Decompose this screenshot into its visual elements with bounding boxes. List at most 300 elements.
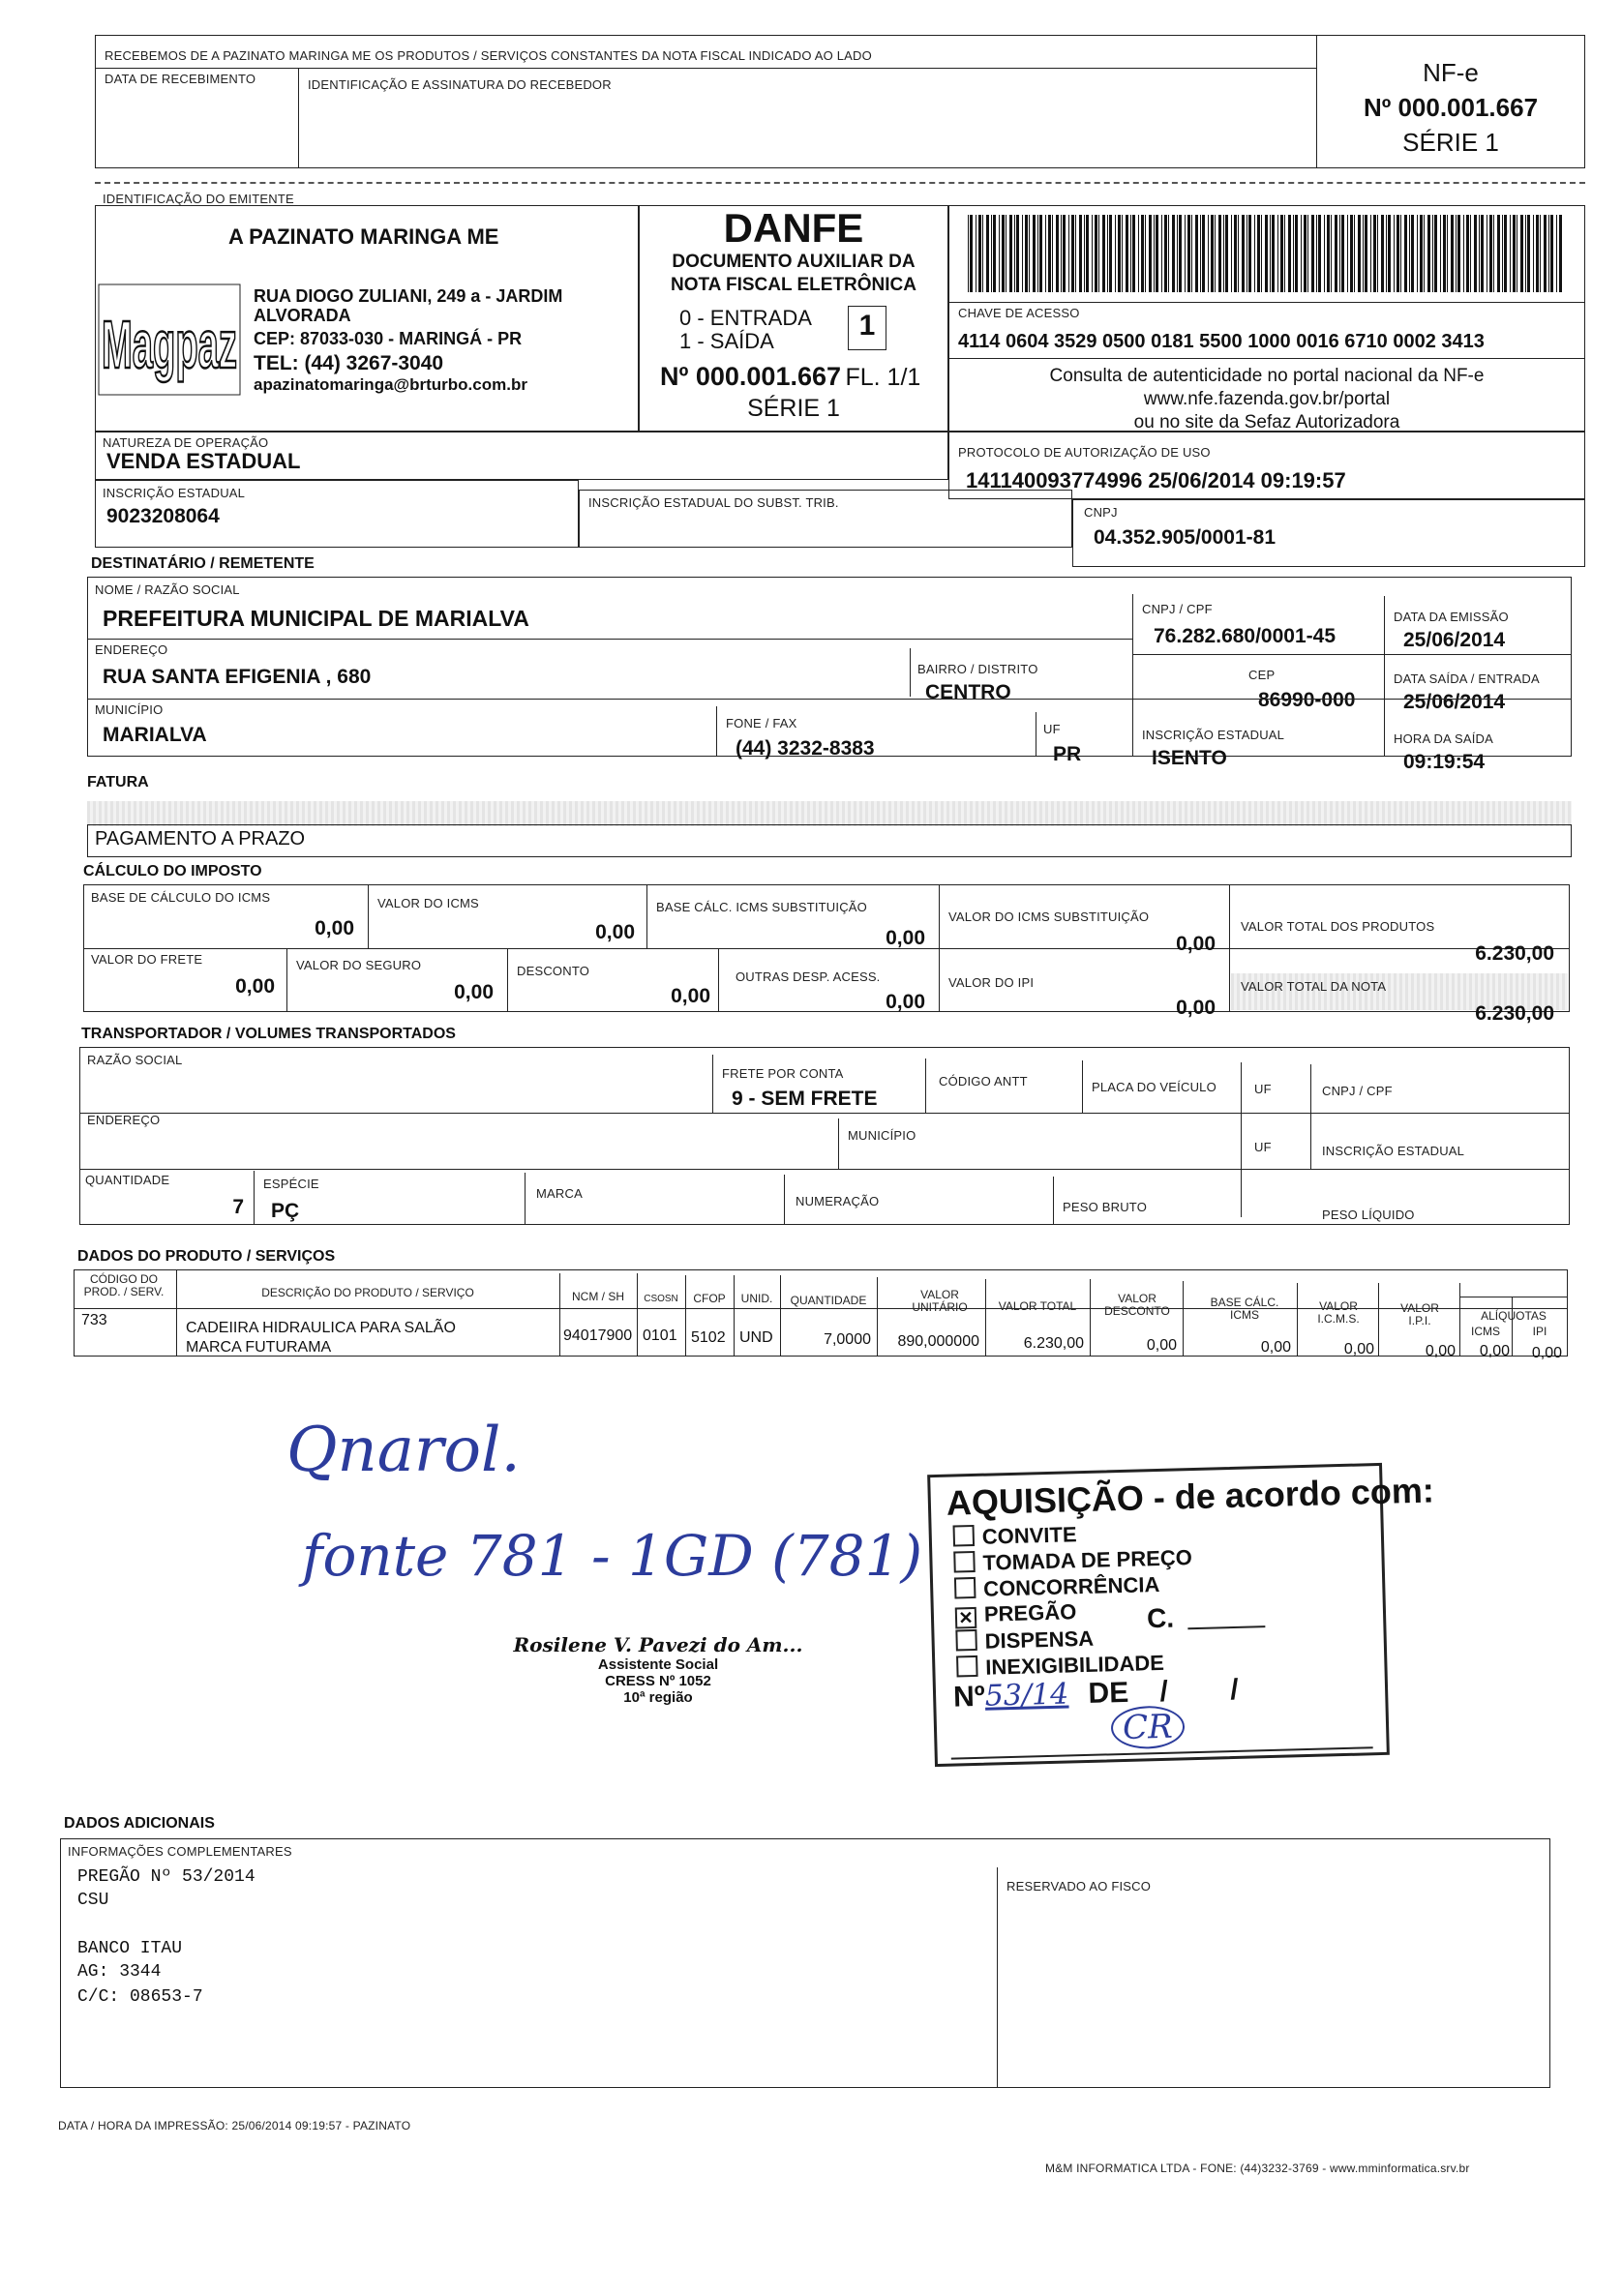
barcode-bar xyxy=(1208,215,1209,292)
dest-endereco-label: ENDEREÇO xyxy=(95,642,168,657)
danfe-saida: 1 - SAÍDA xyxy=(679,329,774,353)
barcode-bar xyxy=(1420,215,1423,292)
barcode-bar xyxy=(1248,215,1251,292)
dest-saida-label: DATA SAÍDA / ENTRADA xyxy=(1394,671,1540,686)
transporte-section: TRANSPORTADOR / VOLUMES TRANSPORTADOS xyxy=(81,1026,456,1042)
barcode-bar xyxy=(1130,215,1131,292)
nfe-label: NF-e xyxy=(1423,58,1479,87)
danfe-entrada: 0 - ENTRADA xyxy=(679,306,812,330)
total-produtos-label: VALOR TOTAL DOS PRODUTOS xyxy=(1241,919,1435,934)
barcode-bar xyxy=(1502,215,1503,292)
barcode-bar xyxy=(1037,215,1038,292)
outras: 0,00 xyxy=(886,991,925,1013)
stamp-option xyxy=(954,1572,1160,1602)
barcode-bar xyxy=(1363,215,1364,292)
barcode-bar xyxy=(1463,215,1464,292)
barcode-bar xyxy=(1280,215,1283,292)
handwritten-note-1: Qnarol. xyxy=(286,1415,521,1486)
barcode-bar xyxy=(1071,215,1074,292)
barcode-bar xyxy=(1177,215,1178,292)
barcode-bar xyxy=(1527,215,1530,292)
barcode-bar xyxy=(1457,215,1460,292)
barcode-bar xyxy=(1102,215,1105,292)
info-linha-2: CSU xyxy=(77,1891,109,1910)
stamp-c-line xyxy=(1187,1625,1265,1629)
th-descricao: DESCRIÇÃO DO PRODUTO / SERVIÇO xyxy=(261,1286,474,1299)
barcode-bar xyxy=(1288,215,1291,292)
frete: 0,00 xyxy=(235,975,275,998)
stamp-numero-prefix: Nº xyxy=(952,1680,986,1714)
barcode-bar xyxy=(1424,215,1425,292)
barcode-bar xyxy=(1079,215,1082,292)
barcode-bar xyxy=(1048,215,1051,292)
stamp-option-label: DISPENSA xyxy=(984,1625,1095,1654)
barcode-bar xyxy=(1373,215,1376,292)
barcode-bar xyxy=(1056,215,1059,292)
barcode-bar xyxy=(1347,215,1348,292)
barcode-bar xyxy=(1451,215,1454,292)
barcode-bar xyxy=(1341,215,1344,292)
barcode-bar xyxy=(1254,215,1255,292)
barcode-bar xyxy=(1318,215,1321,292)
cell-base-icms: 0,00 xyxy=(1260,1339,1291,1356)
barcode-bar xyxy=(1525,215,1526,292)
fatura-value: PAGAMENTO A PRAZO xyxy=(95,828,306,850)
base-icms-label: BASE DE CÁLCULO DO ICMS xyxy=(91,890,271,905)
transp-razao-label: RAZÃO SOCIAL xyxy=(87,1053,183,1067)
barcode-bar xyxy=(1331,215,1332,292)
barcode-bar xyxy=(1497,215,1500,292)
barcode-bar xyxy=(1234,215,1237,292)
chave-consulta-3: ou no site da Sefaz Autorizadora xyxy=(1133,412,1400,432)
barcode-bar xyxy=(1443,215,1446,292)
barcode-bar xyxy=(1039,215,1042,292)
natureza-value: VENDA ESTADUAL xyxy=(106,449,301,473)
barcode-bar xyxy=(1513,215,1516,292)
barcode-bar xyxy=(1014,215,1015,292)
barcode-bar xyxy=(1141,215,1144,292)
barcode-bar xyxy=(1225,215,1228,292)
svg-text:Magpaz: Magpaz xyxy=(102,307,237,382)
cell-valor-total: 6.230,00 xyxy=(1023,1335,1084,1352)
th-valor-icms: VALOR I.C.M.S. xyxy=(1317,1299,1360,1326)
barcode-bar xyxy=(1550,215,1553,292)
stamp-option xyxy=(953,1545,1192,1575)
danfe-subtitle-2: NOTA FISCAL ELETRÔNICA xyxy=(670,275,917,295)
desconto-label: DESCONTO xyxy=(517,964,590,978)
stamp-title: AQUISIÇÃO - de acordo com: xyxy=(946,1470,1435,1523)
barcode-bar xyxy=(1138,215,1139,292)
th-valor-desconto: VALOR DESCONTO xyxy=(1104,1292,1170,1318)
barcode-bar xyxy=(1016,215,1019,292)
aquisicao-stamp xyxy=(927,1463,1435,1767)
barcode-bar xyxy=(1316,215,1317,292)
danfe-numero-value: Nº 000.001.667 xyxy=(660,362,842,391)
barcode-bar xyxy=(1218,215,1221,292)
barcode-bar xyxy=(1231,215,1232,292)
barcode-bar xyxy=(1350,215,1353,292)
cell-cfop: 5102 xyxy=(691,1329,726,1346)
chave-value: 4114 0604 3529 0500 0181 5500 1000 0016 6710 0002 3413 xyxy=(958,331,1485,352)
barcode-bar xyxy=(1434,215,1437,292)
signature-cargo: Assistente Social xyxy=(597,1656,719,1673)
barcode-bar xyxy=(1388,215,1391,292)
th-valor-total: VALOR TOTAL xyxy=(998,1299,1077,1313)
barcode-bar xyxy=(1466,215,1469,292)
th-unid: UNID. xyxy=(740,1292,773,1305)
barcode-bar xyxy=(1354,215,1355,292)
barcode-bar xyxy=(1440,215,1441,292)
barcode-bar xyxy=(1084,215,1085,292)
barcode-bar xyxy=(1417,215,1418,292)
barcode-bar xyxy=(1109,215,1112,292)
barcode-bar xyxy=(1191,215,1192,292)
adicionais-section: DADOS ADICIONAIS xyxy=(64,1815,215,1832)
barcode-bar xyxy=(1002,215,1005,292)
barcode-bar xyxy=(1339,215,1340,292)
danfe-folha: FL. 1/1 xyxy=(845,364,921,391)
barcode-bar xyxy=(1223,215,1224,292)
destinatario-section: DESTINATÁRIO / REMETENTE xyxy=(91,555,315,572)
barcode-bar xyxy=(991,215,992,292)
dest-saida: 25/06/2014 xyxy=(1403,691,1506,713)
barcode-bar xyxy=(1556,215,1557,292)
impressao-footer: DATA / HORA DA IMPRESSÃO: 25/06/2014 09:19:57 - PAZINATO xyxy=(58,2119,411,2132)
cell-unid: UND xyxy=(739,1329,773,1346)
cell-valor-icms: 0,00 xyxy=(1343,1341,1374,1357)
barcode-bar xyxy=(1200,215,1201,292)
natureza-label: NATUREZA DE OPERAÇÃO xyxy=(103,435,269,450)
barcode-bar xyxy=(1257,215,1260,292)
barcode-bar xyxy=(1277,215,1278,292)
transp-especie-label: ESPÉCIE xyxy=(263,1177,319,1191)
danfe-title: DANFE xyxy=(723,205,864,251)
barcode-bar xyxy=(1154,215,1155,292)
barcode-bar xyxy=(1404,215,1407,292)
transp-especie: PÇ xyxy=(271,1200,300,1222)
data-recebimento-label: DATA DE RECEBIMENTO xyxy=(105,72,256,86)
barcode-bar xyxy=(1470,215,1471,292)
ie-subst-label: INSCRIÇÃO ESTADUAL DO SUBST. TRIB. xyxy=(588,495,839,510)
transp-frete: 9 - SEM FRETE xyxy=(732,1088,878,1110)
th-csosn: CSOSN xyxy=(644,1294,678,1304)
barcode xyxy=(968,215,1566,292)
barcode-bar xyxy=(1161,215,1162,292)
th-aliq-icms: ICMS xyxy=(1471,1325,1500,1338)
th-valor-unitario: VALOR UNITÁRIO xyxy=(912,1288,968,1314)
cell-ncm: 94017900 xyxy=(563,1327,633,1344)
barcode-bar xyxy=(1358,215,1361,292)
barcode-bar xyxy=(1098,215,1099,292)
emitente-email: apazinatomaringa@brturbo.com.br xyxy=(254,375,527,394)
valor-st-label: VALOR DO ICMS SUBSTITUIÇÃO xyxy=(948,909,1150,924)
cell-valor-unitario: 890,000000 xyxy=(897,1333,979,1350)
barcode-bar xyxy=(1156,215,1158,292)
barcode-bar xyxy=(1009,215,1012,292)
barcode-bar xyxy=(1386,215,1387,292)
cell-descricao-2: MARCA FUTURAMA xyxy=(186,1339,332,1356)
barcode-bar xyxy=(1149,215,1152,292)
emitente-label: IDENTIFICAÇÃO DO EMITENTE xyxy=(103,192,294,206)
dest-cnpj: 76.282.680/0001-45 xyxy=(1154,625,1337,647)
barcode-bar xyxy=(1075,215,1076,292)
emitente-cep: CEP: 87033-030 - MARINGÁ - PR xyxy=(254,329,523,348)
barcode-bar xyxy=(1544,215,1547,292)
barcode-bar xyxy=(1324,215,1325,292)
seguro-label: VALOR DO SEGURO xyxy=(296,958,422,972)
canhoto-numero: Nº 000.001.667 xyxy=(1363,93,1539,122)
barcode-bar xyxy=(1479,215,1480,292)
barcode-bar xyxy=(1510,215,1511,292)
emitente-logo xyxy=(97,283,242,397)
barcode-bar xyxy=(1365,215,1367,292)
barcode-bar xyxy=(999,215,1000,292)
th-cfop: CFOP xyxy=(693,1292,726,1305)
dest-bairro: CENTRO xyxy=(925,681,1011,703)
dest-bairro-label: BAIRRO / DISTRITO xyxy=(917,662,1038,676)
protocolo-label: PROTOCOLO DE AUTORIZAÇÃO DE USO xyxy=(958,445,1211,460)
info-complementares-label: INFORMAÇÕES COMPLEMENTARES xyxy=(68,1844,292,1859)
stamp-option-label: TOMADA DE PREÇO xyxy=(982,1545,1193,1575)
cell-valor-ipi: 0,00 xyxy=(1425,1343,1456,1359)
barcode-bar xyxy=(1301,215,1302,292)
barcode-bar xyxy=(1272,215,1275,292)
stamp-option-label: PREGÃO xyxy=(983,1599,1077,1626)
danfe-subtitle-1: DOCUMENTO AUXILIAR DA xyxy=(672,252,916,272)
total-nota-label: VALOR TOTAL DA NOTA xyxy=(1241,979,1387,994)
seguro: 0,00 xyxy=(454,981,494,1003)
dest-nome: PREFEITURA MUNICIPAL DE MARIALVA xyxy=(103,606,529,631)
barcode-bar xyxy=(1504,215,1507,292)
barcode-bar xyxy=(1238,215,1239,292)
handwritten-note-2: fonte 781 - 1GD (781) xyxy=(302,1523,923,1589)
barcode-bar xyxy=(1327,215,1330,292)
barcode-bar xyxy=(1261,215,1262,292)
barcode-bar xyxy=(986,215,989,292)
transp-marca-label: MARCA xyxy=(536,1186,583,1201)
cell-quantidade: 7,0000 xyxy=(824,1331,871,1348)
stamp-c-label: C. xyxy=(1146,1602,1175,1634)
danfe-serie: SÉRIE 1 xyxy=(747,395,840,422)
stamp-option-label: INEXIGIBILIDADE xyxy=(985,1650,1165,1680)
barcode-bar xyxy=(982,215,983,292)
total-produtos: 6.230,00 xyxy=(1475,942,1554,965)
stamp-option xyxy=(955,1600,1077,1628)
barcode-bar xyxy=(1202,215,1205,292)
barcode-bar xyxy=(978,215,981,292)
produtos-section: DADOS DO PRODUTO / SERVIÇOS xyxy=(77,1248,336,1265)
transp-placa-label: PLACA DO VEÍCULO xyxy=(1092,1080,1216,1094)
outras-label: OUTRAS DESP. ACESS. xyxy=(736,969,881,984)
transp-ie-label: INSCRIÇÃO ESTADUAL xyxy=(1322,1144,1465,1158)
barcode-bar xyxy=(1370,215,1371,292)
barcode-bar xyxy=(1307,215,1308,292)
barcode-bar xyxy=(1068,215,1069,292)
barcode-bar xyxy=(1456,215,1457,292)
barcode-bar xyxy=(1394,215,1395,292)
barcode-bar xyxy=(1559,215,1562,292)
info-linha-5: AG: 3344 xyxy=(77,1962,162,1982)
stamp-checkbox xyxy=(953,1525,976,1547)
emitente-tel: TEL: (44) 3267-3040 xyxy=(254,352,444,374)
protocolo-value: 141140093774996 25/06/2014 09:19:57 xyxy=(966,468,1346,492)
barcode-bar xyxy=(1304,215,1307,292)
th-base-icms: BASE CÁLC. ICMS xyxy=(1210,1296,1279,1322)
signature-name: Rosilene V. Pavezi do Am... xyxy=(513,1633,803,1656)
barcode-bar xyxy=(1265,215,1268,292)
desconto: 0,00 xyxy=(671,985,710,1007)
barcode-bar xyxy=(1122,215,1123,292)
dest-fone-label: FONE / FAX xyxy=(726,716,797,731)
info-linha-1: PREGÃO Nº 53/2014 xyxy=(77,1867,255,1887)
stamp-numero-row xyxy=(953,1672,1266,1714)
fatura-shade xyxy=(87,801,1572,826)
dest-cep-label: CEP xyxy=(1248,668,1276,682)
dest-ie: ISENTO xyxy=(1152,747,1227,769)
cell-valor-desconto: 0,00 xyxy=(1146,1337,1177,1354)
barcode-bar xyxy=(1540,215,1541,292)
stamp-checkbox: ✕ xyxy=(955,1607,977,1629)
barcode-bar xyxy=(1270,215,1271,292)
dest-municipio: MARIALVA xyxy=(103,724,207,746)
identificacao-recebedor-label: IDENTIFICAÇÃO E ASSINATURA DO RECEBEDOR xyxy=(308,77,612,92)
signature-stamp xyxy=(484,1633,832,1706)
barcode-bar xyxy=(1029,215,1030,292)
stamp-checkbox xyxy=(955,1629,977,1652)
total-nota: 6.230,00 xyxy=(1475,1002,1554,1025)
ie-value: 9023208064 xyxy=(106,505,220,527)
barcode-bar xyxy=(1284,215,1285,292)
barcode-bar xyxy=(1126,215,1128,292)
cnpj-emitente-label: CNPJ xyxy=(1084,505,1118,520)
ie-label: INSCRIÇÃO ESTADUAL xyxy=(103,486,246,500)
barcode-bar xyxy=(1381,215,1384,292)
barcode-bar xyxy=(1474,215,1477,292)
dest-municipio-label: MUNICÍPIO xyxy=(95,702,164,717)
barcode-bar xyxy=(1215,215,1216,292)
imposto-section: CÁLCULO DO IMPOSTO xyxy=(83,863,262,880)
barcode-bar xyxy=(1185,215,1186,292)
canhoto-serie: SÉRIE 1 xyxy=(1402,128,1499,157)
barcode-bar xyxy=(1022,215,1023,292)
transp-peso-bruto-label: PESO BRUTO xyxy=(1063,1200,1148,1214)
barcode-bar xyxy=(1409,215,1410,292)
barcode-bar xyxy=(1411,215,1414,292)
reservado-fisco-label: RESERVADO AO FISCO xyxy=(1006,1879,1152,1893)
dest-hora: 09:19:54 xyxy=(1403,751,1486,773)
dest-hora-label: HORA DA SAÍDA xyxy=(1394,731,1494,746)
chave-label: CHAVE DE ACESSO xyxy=(958,306,1080,320)
barcode-bar xyxy=(1520,215,1523,292)
transp-numeracao-label: NUMERAÇÃO xyxy=(796,1194,880,1208)
stamp-rubrica: CR xyxy=(1110,1705,1185,1749)
barcode-bar xyxy=(1493,215,1494,292)
transp-endereco-label: ENDEREÇO xyxy=(87,1113,161,1127)
stamp-checkbox xyxy=(954,1577,976,1599)
info-linha-6: C/C: 08653-7 xyxy=(77,1987,203,2007)
barcode-bar xyxy=(1132,215,1135,292)
barcode-bar xyxy=(1107,215,1108,292)
dest-endereco: RUA SANTA EFIGENIA , 680 xyxy=(103,666,372,688)
cell-csosn: 0101 xyxy=(643,1327,677,1344)
dest-cep: 86990-000 xyxy=(1258,689,1356,711)
transp-quantidade-label: QUANTIDADE xyxy=(85,1173,170,1187)
ipi: 0,00 xyxy=(1176,997,1216,1019)
barcode-bar xyxy=(1489,215,1492,292)
barcode-bar xyxy=(1211,215,1214,292)
transp-uf-label: UF xyxy=(1254,1082,1272,1096)
barcode-bar xyxy=(1115,215,1116,292)
stamp-checkbox xyxy=(956,1655,978,1678)
danfe-numero xyxy=(660,362,920,392)
transp-frete-label: FRETE POR CONTA xyxy=(722,1066,844,1081)
barcode-bar xyxy=(1311,215,1314,292)
stamp-data: / / xyxy=(1159,1673,1266,1708)
barcode-bar xyxy=(1164,215,1167,292)
dest-emissao-label: DATA DA EMISSÃO xyxy=(1394,610,1509,624)
transp-cnpj-label: CNPJ / CPF xyxy=(1322,1084,1393,1098)
barcode-bar xyxy=(1533,215,1534,292)
barcode-bar xyxy=(1548,215,1549,292)
cell-aliq-ipi: 0,00 xyxy=(1531,1345,1562,1361)
stamp-option-label: CONVITE xyxy=(981,1522,1077,1549)
emitente-endereco-2: ALVORADA xyxy=(254,306,351,325)
barcode-bar xyxy=(1179,215,1182,292)
signature-regiao: 10ª região xyxy=(623,1689,693,1706)
stamp-de: DE xyxy=(1088,1676,1129,1710)
emitente-nome: A PAZINATO MARINGA ME xyxy=(228,224,499,249)
base-st-label: BASE CÁLC. ICMS SUBSTITUIÇÃO xyxy=(656,900,867,914)
barcode-bar xyxy=(1481,215,1484,292)
base-icms: 0,00 xyxy=(315,917,354,939)
barcode-bar xyxy=(970,215,973,292)
adicionais-box xyxy=(60,1838,1550,2088)
barcode-bar xyxy=(1377,215,1378,292)
chave-consulta-1: Consulta de autenticidade no portal nacional da NF-e xyxy=(1049,366,1485,386)
dest-ie-label: INSCRIÇÃO ESTADUAL xyxy=(1142,728,1285,742)
base-st: 0,00 xyxy=(886,927,925,949)
barcode-bar xyxy=(1242,215,1245,292)
barcode-bar xyxy=(1397,215,1399,292)
transp-peso-liquido-label: PESO LÍQUIDO xyxy=(1322,1208,1415,1222)
th-aliq-ipi: IPI xyxy=(1532,1325,1547,1338)
emitente-endereco-1: RUA DIOGO ZULIANI, 249 a - JARDIM xyxy=(254,286,563,306)
transp-municipio-label: MUNICÍPIO xyxy=(848,1128,916,1143)
barcode-bar xyxy=(1335,215,1337,292)
barcode-bar xyxy=(1432,215,1433,292)
dest-emissao: 25/06/2014 xyxy=(1403,629,1506,651)
th-aliquotas: ALÍQUOTAS xyxy=(1481,1309,1547,1323)
cell-descricao-1: CADEIIRA HIDRAULICA PARA SALÃO xyxy=(186,1320,456,1336)
stamp-checkbox xyxy=(953,1551,976,1573)
cell-codigo: 733 xyxy=(81,1312,107,1328)
recebemos-text: RECEBEMOS DE A PAZINATO MARINGA ME OS PRODUTOS / SERVIÇOS CONSTANTES DA NOTA FISCAL INDICADO AO LADO xyxy=(105,48,872,63)
barcode-bar xyxy=(1061,215,1062,292)
barcode-bar xyxy=(1052,215,1053,292)
transp-antt-label: CÓDIGO ANTT xyxy=(939,1074,1028,1088)
th-valor-ipi: VALOR I.P.I. xyxy=(1400,1301,1439,1327)
barcode-bar xyxy=(1033,215,1036,292)
danfe-tipo: 1 xyxy=(858,310,876,342)
cut-line xyxy=(95,182,1585,184)
info-linha-4: BANCO ITAU xyxy=(77,1939,183,1958)
th-ncm: NCM / SH xyxy=(572,1290,624,1303)
barcode-bar xyxy=(1092,215,1093,292)
barcode-bar xyxy=(1172,215,1175,292)
barcode-bar xyxy=(1095,215,1097,292)
barcode-bar xyxy=(1536,215,1539,292)
dest-uf-label: UF xyxy=(1043,722,1061,736)
